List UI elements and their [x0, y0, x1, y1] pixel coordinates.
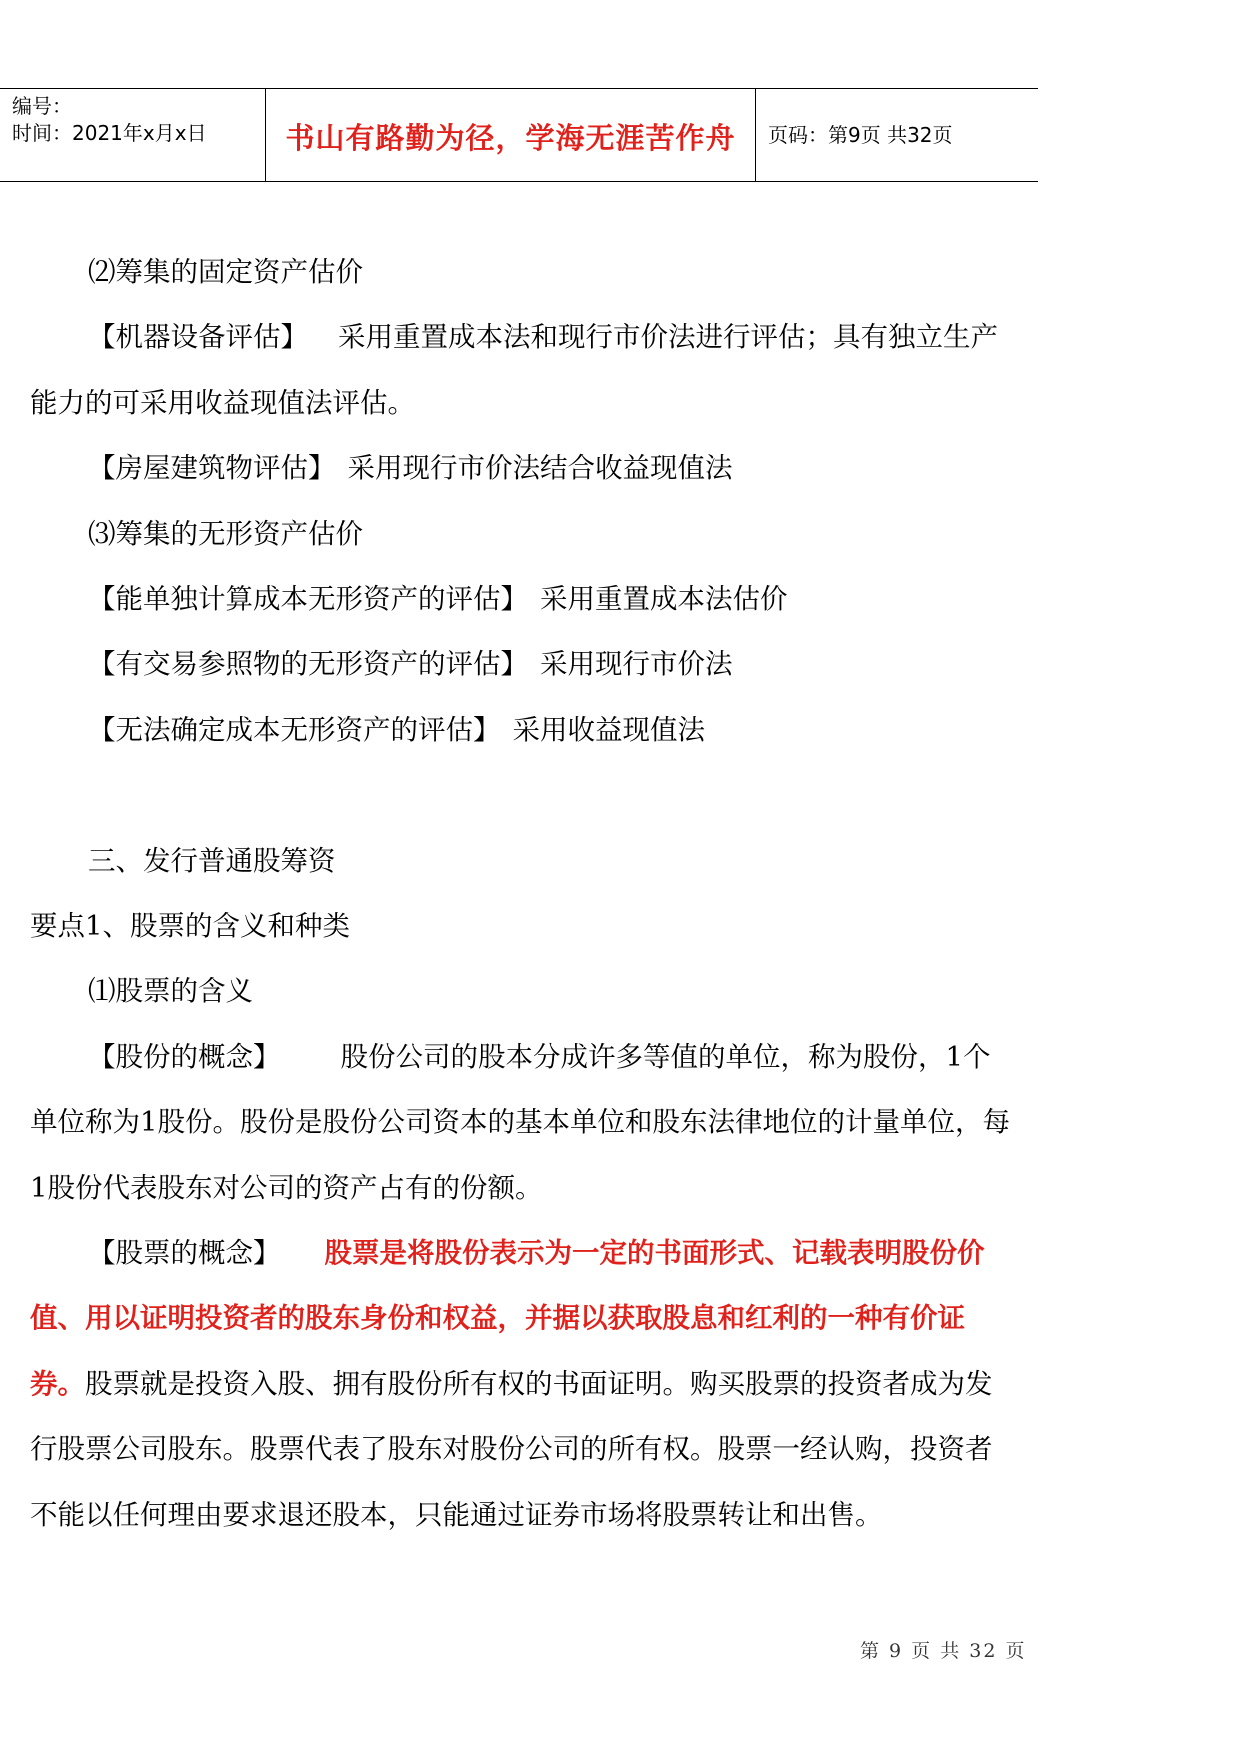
term-tag: 【机器设备评估】 [88, 321, 308, 354]
blank-line [30, 763, 1015, 828]
paragraph-fixed-asset-heading: ⑵筹集的固定资产估价 [88, 256, 363, 288]
paragraph-text: 采用重置成本法估价 [540, 583, 788, 616]
paragraph-machinery-valuation [30, 305, 1015, 436]
term-tag: 【股份的概念】 [88, 1040, 281, 1073]
term-tag: 【有交易参照物的无形资产的评估】 [88, 648, 528, 681]
term-tag: 【房屋建筑物评估】 [88, 452, 336, 485]
document-body [30, 240, 1015, 1548]
paragraph-intangible-reference [30, 632, 1015, 697]
paragraph-text: 采用重置成本法和现行市价法进行评估；具有独立生产能力的可采用收益现值法评估。 [30, 321, 998, 419]
header-meta-cell [0, 89, 266, 181]
paragraph-share-concept [30, 1025, 1015, 1221]
paragraph-stock-concept [30, 1221, 1015, 1548]
point-heading: 要点1、股票的含义和种类 [30, 910, 350, 943]
paragraph-text: 股票就是投资入股、拥有股份所有权的书面证明。购买股票的投资者成为发行股票公司股东。股票代表了股东对股份公司的所有权。股票一经认购，投资者不能以任何理由要求退还股本，只能通过证券市场将股票转让和出售。 [30, 1367, 993, 1531]
header-page-label: 页码：第9页 共32页 [768, 123, 953, 147]
term-tag: 【能单独计算成本无形资产的评估】 [88, 583, 528, 616]
paragraph-text: 采用收益现值法 [512, 713, 705, 746]
term-tag: 【股票的概念】 [88, 1237, 281, 1270]
section-heading: 三、发行普通股筹资 [88, 844, 336, 877]
header-number-label: 编号： [12, 94, 72, 118]
paragraph-intangible-cost [30, 567, 1015, 632]
subheading-stock-meaning: ⑴股票的含义 [88, 975, 253, 1008]
highlighted-definition: 股票是将股份表示为一定的书面形式、记载表明股份价值、用以证明投资者的股东身份和权益，并据以获取股息和红利的一种有价证券。 [30, 1237, 985, 1400]
document-header [0, 88, 1038, 182]
header-page-cell [756, 89, 1038, 181]
paragraph-intangible-heading: ⑶筹集的无形资产估价 [88, 517, 363, 550]
paragraph-text: 采用现行市价法结合收益现值法 [347, 452, 733, 485]
paragraph-intangible-undetermined [30, 698, 1015, 763]
header-time-label: 时间：2021年x月x日 [12, 121, 207, 145]
paragraph-text: 股份公司的股本分成许多等值的单位，称为股份，1个单位称为1股份。股份是股份公司资本的基本单位和股东法律地位的计量单位，每1股份代表股东对公司的资产占有的份额。 [30, 1040, 1010, 1204]
page-footer: 第 9 页 共 32 页 [860, 1640, 1027, 1662]
header-motto: 书山有路勤为径，学海无涯苦作舟 [285, 121, 736, 155]
header-motto-cell [266, 89, 756, 181]
term-tag: 【无法确定成本无形资产的评估】 [88, 713, 501, 746]
paragraph-text: 采用现行市价法 [540, 648, 733, 681]
paragraph-building-valuation [30, 436, 1015, 501]
